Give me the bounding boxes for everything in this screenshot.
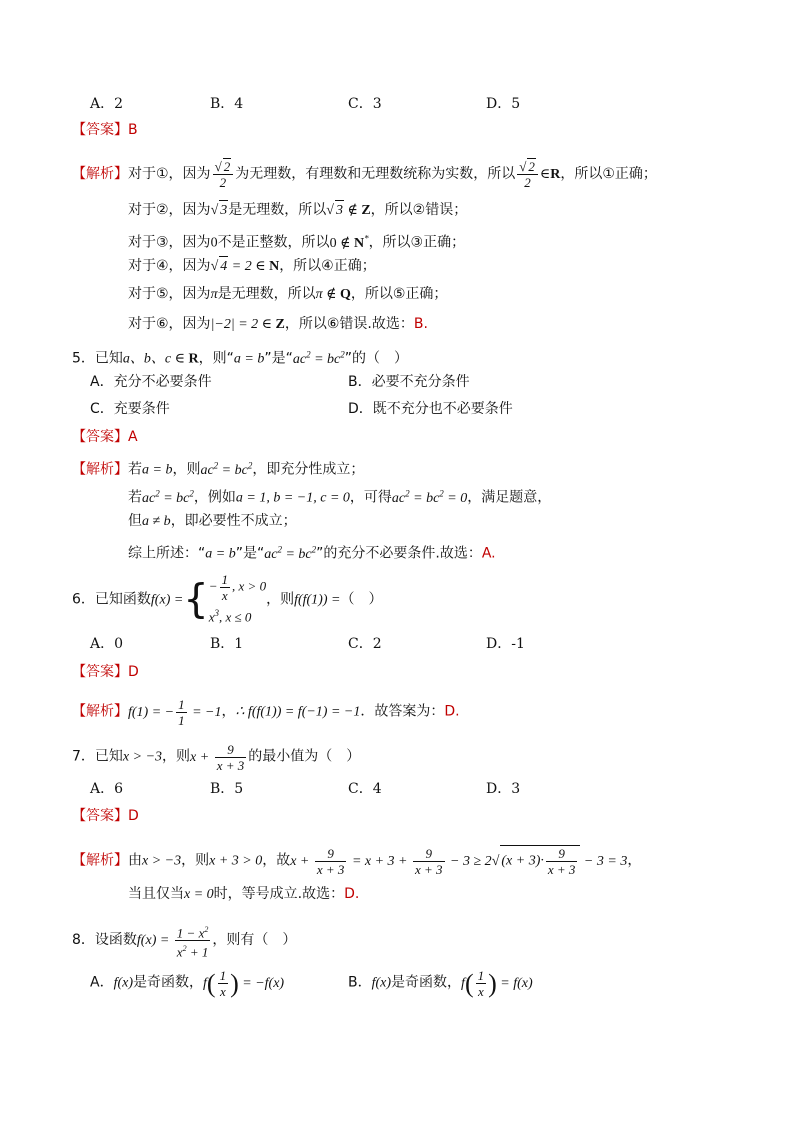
q4-option-d: D．5 bbox=[486, 96, 521, 112]
q4-analysis-line-3: 对于③，因为0不是正整数，所以0 ∉ N*，所以③正确； bbox=[128, 233, 466, 251]
q5-analysis-line-3: 但a ≠ b，即必要性不成立； bbox=[128, 513, 297, 529]
analysis-tag: 【解析】 bbox=[72, 166, 128, 182]
q7-stem: 7．已知x > −3，则x + $\frac{9}{x + 3}$ 的最小值为（ ） bbox=[72, 742, 361, 773]
q5-answer bbox=[72, 427, 138, 447]
answer-value: A bbox=[128, 429, 138, 445]
q4-answer bbox=[72, 120, 138, 140]
q8-option-a: A．f(x)是奇函数，f( $\frac{1}{x}$ ) = −f(x) bbox=[90, 968, 285, 999]
q7-answer bbox=[72, 806, 139, 826]
q5-option-c: C．充要条件 bbox=[90, 401, 170, 417]
answer-tag: 【答案】 bbox=[72, 808, 128, 824]
q6-option-b: B．1 bbox=[210, 636, 244, 652]
q8-stem: 8．设函数f(x) = $\frac{1 - x^2}{x^2 + 1}$ ，则有（ ） bbox=[72, 922, 296, 960]
answer-value: D bbox=[128, 664, 139, 680]
q7-analysis-line-1: 【解析】由x > −3，则x + 3 > 0，故x + $\frac{9}{x + 3}$ = x + 3 + $\frac{9}{x + 3}$ − 3 ≥ 2√ (x + 3)· $\frac{9}{x + 3}$ − 3 = 3， bbox=[72, 846, 642, 877]
q5-option-b: B．必要不充分条件 bbox=[348, 374, 470, 390]
analysis-tag: 【解析】 bbox=[72, 852, 128, 869]
q6-stem: 6．已知函数f(x) ={ − $\frac{1}{x}$ , x > 0 $x^3$, x ≤ 0 ，则f(f(1)) =（ ） bbox=[72, 572, 383, 625]
q5-option-d: D．既不充分也不必要条件 bbox=[348, 401, 513, 417]
q5-analysis-line-2: 若$ac^2 = bc^2$，例如a = 1, b = −1, c = 0，可得$ac^2 = bc^2 = 0$，满足题意， bbox=[128, 488, 552, 506]
q5-analysis-line-4: 综上所述：“a = b”是“$ac^2 = bc^2$”的充分不必要条件.故选：A. bbox=[128, 544, 496, 562]
q4-analysis-line-4: 对于④，因为√ 4 = 2 ∈ N，所以④正确； bbox=[128, 256, 376, 277]
answer-tag: 【答案】 bbox=[72, 429, 128, 445]
q5-stem: 5．已知a、b、c ∈ R，则“a = b”是“$ac^2 = bc^2$”的（ ） bbox=[72, 349, 409, 367]
q6-analysis: 【解析】f(1) = − $\frac{1}{1}$ = −1，∴ f(f(1)) = f(−1) = −1．故答案为：D. bbox=[72, 697, 460, 728]
analysis-tag: 【解析】 bbox=[72, 461, 128, 478]
analysis-tag: 【解析】 bbox=[72, 703, 128, 720]
answer-tag: 【答案】 bbox=[72, 664, 128, 680]
q7-option-c: C．4 bbox=[348, 781, 382, 797]
q4-analysis-line-1: 【解析】对于①，因为 $\frac{√ 2}{2}$ 为无理数，有理数和无理数统称为实数，所以 $\frac{√ 2}{2}$ ∈R，所以①正确； bbox=[72, 159, 657, 190]
q6-answer bbox=[72, 662, 139, 682]
q4-analysis-line-2: 对于②，因为√ 3是无理数，所以√ 3 ∉ Z，所以②错误； bbox=[128, 200, 467, 221]
q7-option-d: D．3 bbox=[486, 781, 521, 797]
answer-tag: 【答案】 bbox=[72, 122, 128, 138]
q5-analysis-line-1: 【解析】若a = b，则$ac^2 = bc^2$，即充分性成立； bbox=[72, 460, 365, 478]
q8-option-b: B．f(x)是奇函数，f( $\frac{1}{x}$ ) = f(x) bbox=[348, 968, 533, 999]
q6-option-d: D．-1 bbox=[486, 636, 525, 652]
q6-option-a: A．0 bbox=[90, 636, 124, 652]
q5-option-a: A．充分不必要条件 bbox=[90, 374, 212, 390]
q4-analysis-line-5: 对于⑤，因为π是无理数，所以π ∉ Q，所以⑤正确； bbox=[128, 286, 448, 302]
answer-value: B bbox=[128, 122, 138, 138]
q4-option-c: C．3 bbox=[348, 96, 382, 112]
q7-option-a: A．6 bbox=[90, 781, 124, 797]
q4-option-b: B．4 bbox=[210, 96, 244, 112]
answer-value: D bbox=[128, 808, 139, 824]
q7-analysis-line-2: 当且仅当x = 0时，等号成立.故选：D. bbox=[128, 886, 360, 902]
q7-option-b: B．5 bbox=[210, 781, 244, 797]
q6-option-c: C．2 bbox=[348, 636, 382, 652]
q4-analysis-line-6: 对于⑥，因为|−2| = 2 ∈ Z，所以⑥错误.故选：B. bbox=[128, 316, 428, 332]
q4-option-a: A．2 bbox=[90, 96, 124, 112]
